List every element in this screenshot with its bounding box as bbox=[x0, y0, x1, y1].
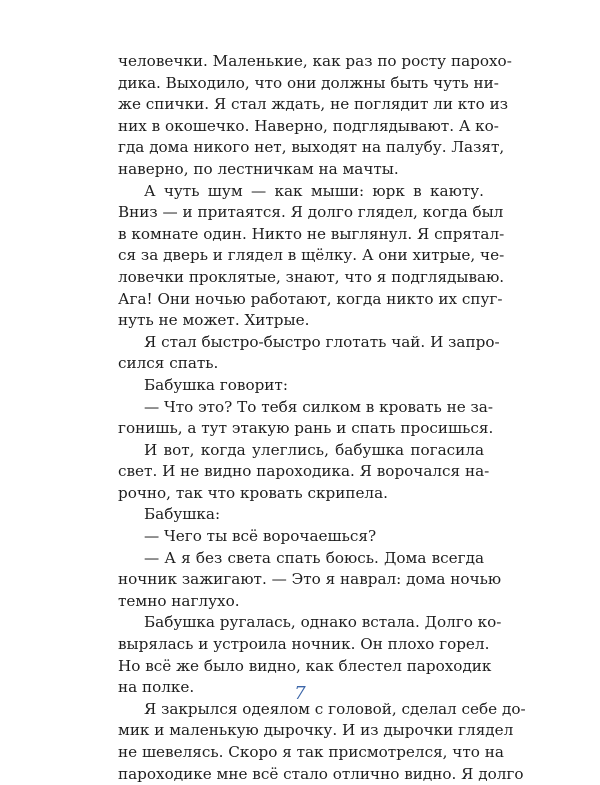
text-line: гда дома никого нет, выходят на палубу. Лазят, bbox=[118, 138, 505, 157]
text-line: же спички. Я стал ждать, не поглядит ли кто из bbox=[118, 95, 509, 114]
text-line: Бабушка говорит: bbox=[144, 375, 288, 394]
text-line: наверно, по лестничкам на мачты. bbox=[118, 159, 399, 178]
text-line: мик и маленькую дырочку. И из дырочки глядел bbox=[118, 721, 514, 740]
text-line: свет. И не видно пароходика. Я ворочался на- bbox=[118, 462, 490, 481]
text-line: — Что это? То тебя силком в кровать не за- bbox=[144, 397, 493, 416]
text-line: на полке. bbox=[118, 678, 195, 697]
text-line: них в окошечко. Наверно, подглядывают. А ко- bbox=[118, 116, 499, 135]
text-line: Я стал быстро-быстро глотать чай. И запро- bbox=[144, 332, 500, 351]
text-line: нуть не может. Хитрые. bbox=[118, 311, 310, 330]
text-line: не шевелясь. Скоро я так присмотрелся, что на bbox=[118, 743, 504, 761]
text-line: вырялась и устроила ночник. Он плохо горел. bbox=[118, 635, 490, 654]
text-line: ночник зажигают. — Это я наврал: дома ночью bbox=[118, 570, 502, 589]
text-line: Я закрылся одеялом с головой, сделал себе до- bbox=[144, 699, 526, 718]
text-line: Ага! Они ночью работают, когда никто их спуг- bbox=[118, 289, 503, 308]
text-line: рочно, так что кровать скрипела. bbox=[118, 483, 388, 502]
text-line: пароходике мне всё стало отлично видно. Я долго bbox=[118, 764, 524, 783]
text-line: дика. Выходило, что они должны быть чуть ни- bbox=[118, 73, 499, 92]
text-line: человечки. Маленькие, как раз по росту парохо- bbox=[118, 52, 512, 70]
text-line: Вниз — и притаятся. Я долго глядел, когда был bbox=[118, 203, 504, 222]
text-line: темно наглухо. bbox=[118, 591, 240, 610]
text-line: гонишь, а тут этакую рань и спать просишься. bbox=[118, 419, 494, 438]
text-line: — Чего ты всё ворочаешься? bbox=[144, 527, 377, 546]
text-line: Бабушка: bbox=[144, 505, 221, 524]
text-line: Но всё же было видно, как блестел пароходик bbox=[118, 656, 492, 675]
text-line: — А я без света спать боюсь. Дома всегда bbox=[144, 548, 484, 567]
text-line: Бабушка ругалась, однако встала. Долго ко- bbox=[144, 613, 502, 632]
text-line: ся за дверь и глядел в щёлку. А они хитрые, че- bbox=[118, 246, 505, 265]
text-line: А чуть шум — как мыши: юрк в каюту. bbox=[144, 181, 484, 200]
text-line: сился спать. bbox=[118, 354, 219, 373]
text-line: в комнате один. Никто не выглянул. Я спрятал- bbox=[118, 224, 505, 243]
page-number: 7 bbox=[294, 683, 306, 704]
text-line: ловечки проклятые, знают, что я подглядываю. bbox=[118, 267, 505, 286]
body-text bbox=[118, 51, 526, 785]
text-line: И вот, когда улеглись, бабушка погасила bbox=[144, 440, 484, 459]
